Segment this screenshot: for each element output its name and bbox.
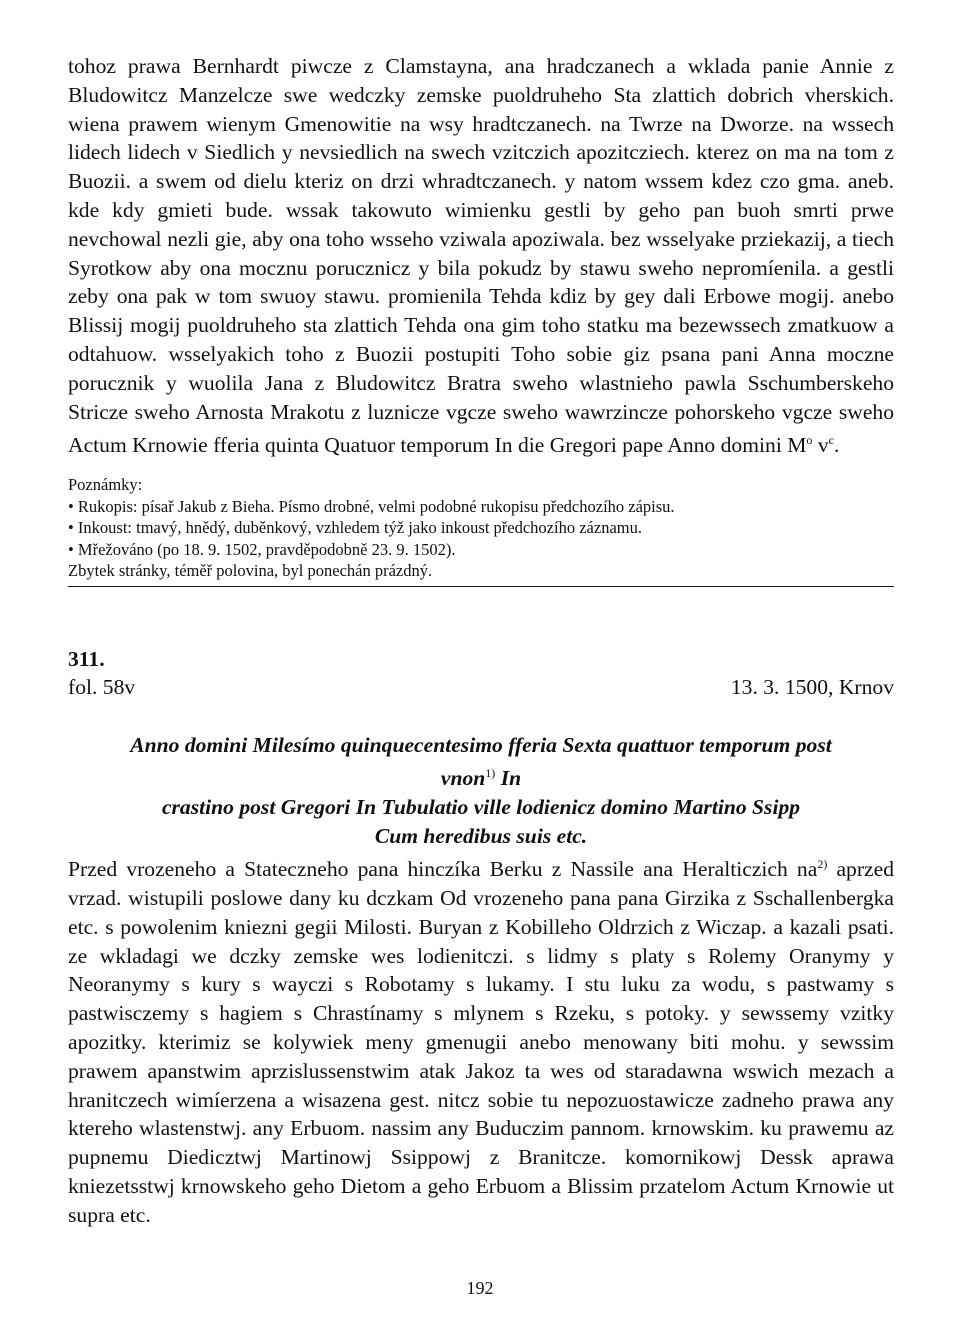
top-paragraph-period: . [833, 433, 840, 458]
notes-section [68, 474, 894, 587]
entry-body [68, 850, 894, 1230]
heading-line [68, 759, 894, 793]
footnote-ref: 2) [817, 857, 828, 872]
top-paragraph-text: tohoz prawa Bernhardt piwcze z Clamstayna, ana hradczanech a wklada panie Annie z Bludowitcz Manzelcze swe wedczky zemske puoldruheho Sta zlattich dobrich vherskich. wiena prawem wienym Gmenowitie na wsy hradtczanech. na Twrze na Dworze. na wssech lidech lidech v Siedlich y nevsiedlich na swech vzitczich apozitcziech. kterez on ma na tom z Buozii. a swem od dielu kteriz on drzi whradtczanech. y natom wssem kdez czo gma. aneb. kde kdy gmieti bude. wssak takowuto wimienku gestli by geho pan buoh smrti prwe nevchowal nezli gie, aby ona toho wsseho vziwala apoziwala. bez wsselyake prziekazij, a tiech Syrotkow aby ona mocznu porucznicz y bila pokudz by stawu sweho nepromíenila. a gestli zeby ona pak w tom swuoy stawu. promienila Tehda kdiz by gey dali Erbowe mogij. anebo Blissij mogij puoldruheho sta zlattich Tehda ona gim toho statku ma bezewssech zmatkuow a odtahuow. wsselyakich toho z Buozii postupiti Toho sobie giz psana pani Anna moczne porucznik y wuolila Jana z Bludowitcz Bratra sweho wlastnieho pawla Sschumberskeho Stricze sweho Arnosta Mrakotu z luznicze vgcze sweho wawrzincze pohorskeho vgcze sweho Actum Krnowie fferia quinta Quatuor temporum In die Gregori pape Anno domini M [68, 54, 894, 458]
heading-word: vnon [440, 766, 486, 791]
heading-line: Anno domini Milesímo quinquecentesimo fferia Sexta quattuor temporum post [130, 732, 832, 757]
document-page [68, 52, 894, 1230]
entry-date-place: 13. 3. 1500, Krnov [730, 674, 894, 699]
entry-heading [68, 731, 894, 850]
page-number: 192 [466, 1278, 494, 1298]
superscript-c: c [828, 433, 834, 448]
superscript-o: o [806, 433, 813, 448]
entry-meta [68, 673, 894, 701]
heading-line: Cum heredibus suis etc. [374, 823, 588, 848]
section-divider [68, 586, 894, 587]
top-paragraph [68, 52, 894, 460]
folio-label: fol. 58v [68, 674, 136, 699]
entry-number: 311. [68, 646, 105, 671]
note-item: • Mřežováno (po 18. 9. 1502, pravděpodobně 23. 9. 1502). [68, 539, 456, 559]
heading-line: crastino post Gregori In Tubulatio ville lodienicz domino Martino Ssipp [161, 795, 801, 820]
notes-heading: Poznámky: [68, 475, 143, 495]
entry-body-text: aprzed vrzad. wistupili poslowe dany ku dczkam Od vrozeneho pana pana Girzika z Sschallenbergka etc. s powolenim kniezni gegii Milosti. Buryan z Kobilleho Oldrzich z Wiczap. a kazali psati. ze wkladagi we dczky zemske wes lodienitczi. s lidmy s platy s Rolemy Oranymy y Neoranymy s kury s wayczi s Robotamy s lukamy. I stu luku za wodu, s pastwamy s pastwisczemy s hagiem s Chrastínamy s mlynem s Rzeku, s potoky. y sewssemy vzitky apozitky. kterimiz se kolywiek meny gmenugii anebo menowany biti mohu. y sewssim prawem apanstwim aprzislussenstwim atak Jakoz ta wes od staradawna wswich mezach a hranitczech wimíerzena a wisazena gest. nitcz sobie tu nepozuostawicze zadneho prawa any ktereho wlastenstwj. any Erbuom. nassim any Buduczim pannom. krnowskim. ku prawemu az pupnemu Diedicztwj Martinowj Ssippowj z Branitcze. komornikowj Dessk aprawa kniezetsstwj krnowskeho geho Dietom a geho Erbuom a Blissim przatelom Actum Krnowie ut supra etc. [68, 857, 894, 1227]
top-paragraph-v: v [812, 433, 829, 458]
note-item: • Inkoust: tmavý, hnědý, duběnkový, vzhledem týž jako inkoust předchozího záznamu. [68, 518, 642, 538]
entry-body-text: Przed vrozeneho a Stateczneho pana hinczíka Berku z Nassile ana Heralticzich na [68, 857, 818, 882]
notes-remainder: Zbytek stránky, téměř polovina, byl ponechán prázdný. [68, 561, 433, 581]
heading-word: In [495, 766, 522, 791]
note-item: • Rukopis: písař Jakub z Bieha. Písmo drobné, velmi podobné rukopisu předchozího zápisu. [68, 496, 675, 516]
footnote-ref: 1) [485, 766, 496, 781]
